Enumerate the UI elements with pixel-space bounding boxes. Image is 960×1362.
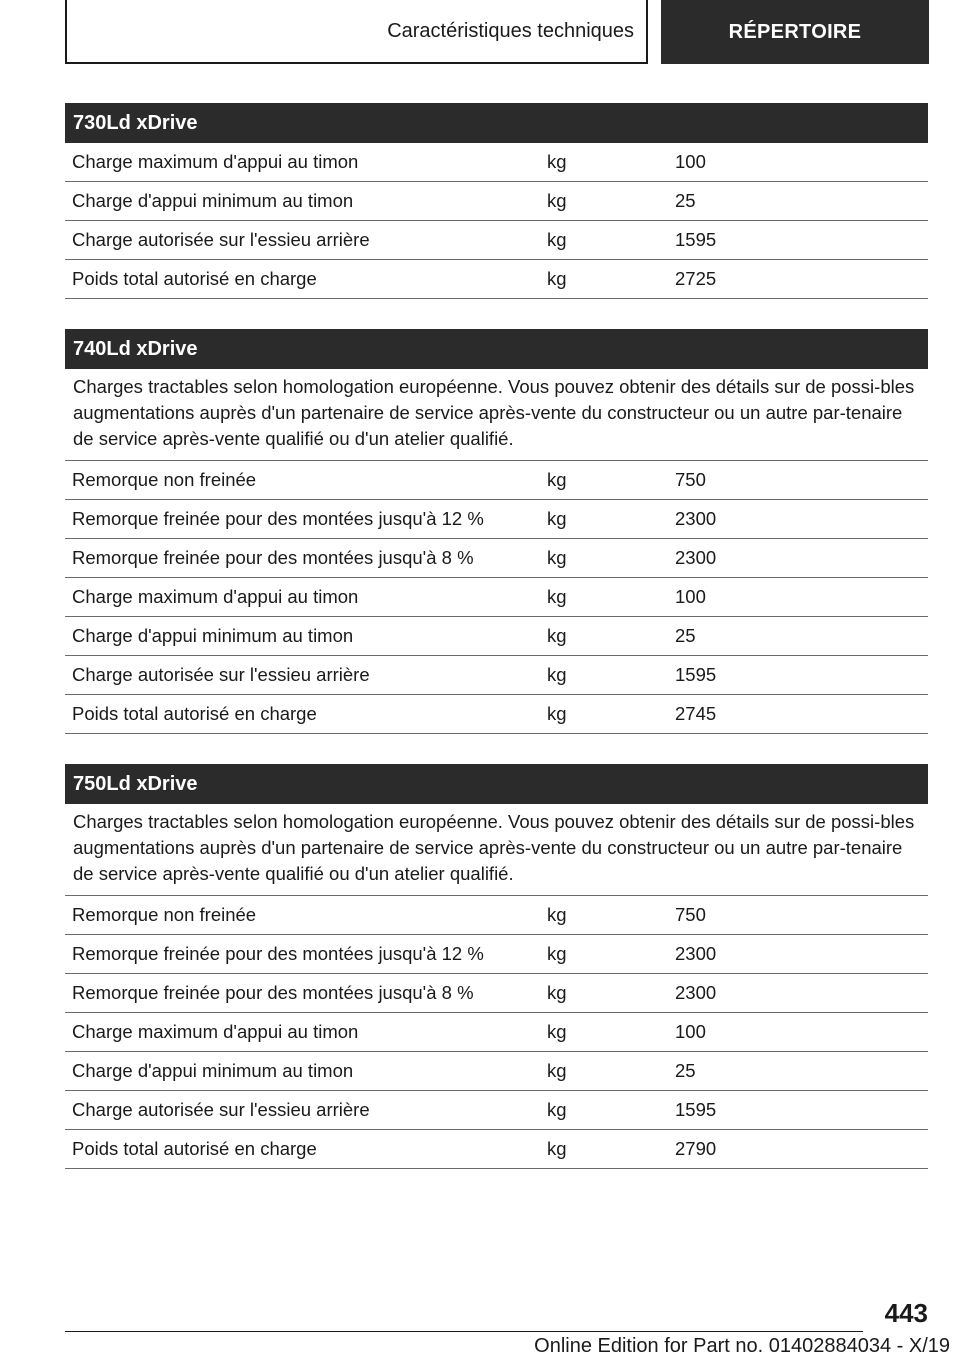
- row-unit: kg: [547, 469, 567, 490]
- row-value: 100: [675, 151, 706, 172]
- row-value: 100: [675, 1021, 706, 1042]
- row-value: 1595: [675, 229, 717, 250]
- row-value: 2790: [675, 1138, 717, 1159]
- row-unit: kg: [547, 190, 567, 211]
- section-note: Charges tractables selon homologation européenne. Vous pouvez obtenir des détails sur de possi-bles augmentations auprès d'un partenaire de service après-vente du constructeur ou un autre par-tenaire de service après-vente qualifié ou d'un atelier qualifié.: [65, 369, 928, 461]
- table-row: [65, 143, 928, 182]
- row-unit: kg: [547, 625, 567, 646]
- section-note: Charges tractables selon homologation européenne. Vous pouvez obtenir des détails sur de possi-bles augmentations auprès d'un partenaire de service après-vente du constructeur ou un autre par-tenaire de service après-vente qualifié ou d'un atelier qualifié.: [65, 804, 928, 896]
- table-row: [65, 182, 928, 221]
- row-label: Charge autorisée sur l'essieu arrière: [72, 229, 370, 250]
- row-value: 2300: [675, 982, 717, 1003]
- row-unit: kg: [547, 268, 567, 289]
- row-label: Charge maximum d'appui au timon: [72, 1021, 359, 1042]
- table-row: [65, 539, 928, 578]
- table-row: [65, 617, 928, 656]
- table-row: [65, 656, 928, 695]
- table-row: [65, 1130, 928, 1169]
- row-unit: kg: [547, 664, 567, 685]
- chapter-tab-repertoire[interactable]: RÉPERTOIRE: [661, 0, 929, 64]
- spec-section-750ld: [65, 764, 928, 1169]
- section-title: 740Ld xDrive: [65, 329, 928, 369]
- row-value: 750: [675, 904, 706, 925]
- row-value: 25: [675, 1060, 696, 1081]
- table-row: [65, 695, 928, 734]
- row-unit: kg: [547, 508, 567, 529]
- table-row: [65, 974, 928, 1013]
- row-unit: kg: [547, 586, 567, 607]
- row-label: Poids total autorisé en charge: [72, 1138, 317, 1159]
- row-value: 100: [675, 586, 706, 607]
- table-row: [65, 1091, 928, 1130]
- row-label: Charge maximum d'appui au timon: [72, 586, 359, 607]
- table-row: [65, 221, 928, 260]
- row-unit: kg: [547, 1021, 567, 1042]
- row-unit: kg: [547, 1099, 567, 1120]
- row-label: Remorque freinée pour des montées jusqu'à 12 %: [72, 508, 484, 529]
- row-label: Charge d'appui minimum au timon: [72, 190, 354, 211]
- table-row: [65, 578, 928, 617]
- row-value: 2300: [675, 547, 717, 568]
- spec-tables: [65, 103, 928, 1199]
- table-row: [65, 935, 928, 974]
- header-tabs: [65, 0, 929, 64]
- row-label: Poids total autorisé en charge: [72, 268, 317, 289]
- section-title-tab[interactable]: Caractéristiques techniques: [65, 0, 648, 64]
- row-label: Remorque freinée pour des montées jusqu'à 8 %: [72, 547, 474, 568]
- row-value: 750: [675, 469, 706, 490]
- table-row: [65, 461, 928, 500]
- row-label: Remorque non freinée: [72, 469, 257, 490]
- row-unit: kg: [547, 982, 567, 1003]
- row-unit: kg: [547, 703, 567, 724]
- section-title: 730Ld xDrive: [65, 103, 928, 143]
- row-label: Charge d'appui minimum au timon: [72, 1060, 354, 1081]
- row-unit: kg: [547, 547, 567, 568]
- row-value: 25: [675, 625, 696, 646]
- row-value: 1595: [675, 1099, 717, 1120]
- row-label: Charge autorisée sur l'essieu arrière: [72, 1099, 370, 1120]
- row-unit: kg: [547, 1060, 567, 1081]
- footer-divider: [65, 1331, 863, 1332]
- row-value: 2300: [675, 508, 717, 529]
- table-row: [65, 260, 928, 299]
- row-value: 25: [675, 190, 696, 211]
- section-title: 750Ld xDrive: [65, 764, 928, 804]
- row-unit: kg: [547, 943, 567, 964]
- row-label: Charge d'appui minimum au timon: [72, 625, 354, 646]
- row-unit: kg: [547, 1138, 567, 1159]
- footer-edition: Online Edition for Part no. 01402884034 - X/19: [534, 1335, 950, 1357]
- row-unit: kg: [547, 151, 567, 172]
- spec-section-730ld: [65, 103, 928, 299]
- row-label: Charge maximum d'appui au timon: [72, 151, 359, 172]
- row-unit: kg: [547, 229, 567, 250]
- table-row: [65, 500, 928, 539]
- table-row: [65, 896, 928, 935]
- table-row: [65, 1052, 928, 1091]
- row-label: Remorque freinée pour des montées jusqu'à 12 %: [72, 943, 484, 964]
- row-label: Remorque freinée pour des montées jusqu'à 8 %: [72, 982, 474, 1003]
- row-label: Charge autorisée sur l'essieu arrière: [72, 664, 370, 685]
- row-unit: kg: [547, 904, 567, 925]
- row-value: 2725: [675, 268, 717, 289]
- row-label: Remorque non freinée: [72, 904, 257, 925]
- row-value: 2745: [675, 703, 717, 724]
- table-row: [65, 1013, 928, 1052]
- row-value: 2300: [675, 943, 717, 964]
- row-label: Poids total autorisé en charge: [72, 703, 317, 724]
- row-value: 1595: [675, 664, 717, 685]
- spec-section-740ld: [65, 329, 928, 734]
- page-number: 443: [884, 1298, 928, 1328]
